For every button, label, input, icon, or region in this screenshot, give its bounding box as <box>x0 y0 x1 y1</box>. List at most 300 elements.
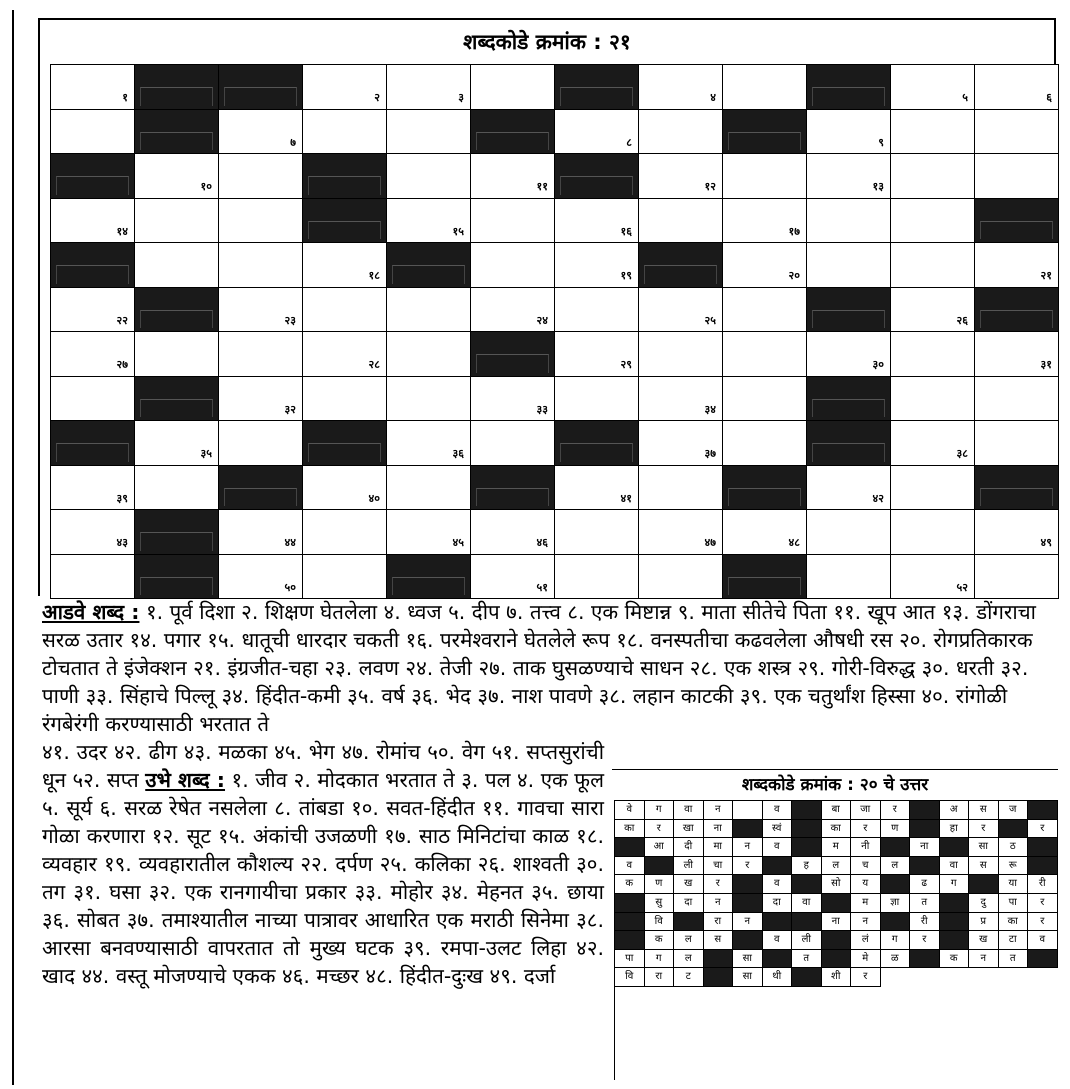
grid-cell[interactable] <box>387 377 471 422</box>
grid-cell[interactable] <box>975 421 1059 466</box>
answer-cell: व <box>763 838 793 857</box>
answer-cell: का <box>822 820 852 839</box>
answer-cell: बा <box>822 801 852 820</box>
answer-cell-black <box>645 857 675 876</box>
answer-cell: क <box>940 950 970 969</box>
clue-number: १ <box>122 91 128 104</box>
answer-cell: र <box>910 931 940 950</box>
grid-cell[interactable] <box>639 466 723 511</box>
grid-cell[interactable] <box>219 243 303 288</box>
answer-cell: नी <box>851 838 881 857</box>
answer-cell: र <box>704 875 734 894</box>
clue-number: ३६ <box>452 447 464 460</box>
grid-cell[interactable] <box>135 421 219 466</box>
answer-cell-black <box>733 875 763 894</box>
answer-cell-black <box>733 931 763 950</box>
grid-cell[interactable] <box>555 466 639 511</box>
grid-cell[interactable] <box>555 332 639 377</box>
answer-cell-black <box>822 950 852 969</box>
answer-cell: दा <box>674 894 704 913</box>
answer-cell-black <box>792 838 822 857</box>
grid-cell[interactable] <box>891 65 975 110</box>
answer-cell-black <box>910 820 940 839</box>
grid-cell[interactable] <box>975 332 1059 377</box>
grid-cell[interactable] <box>723 288 807 333</box>
grid-cell[interactable] <box>387 466 471 511</box>
answer-cell: सा <box>969 838 999 857</box>
grid-cell[interactable] <box>51 110 135 155</box>
answer-cell: पा <box>999 894 1029 913</box>
grid-cell-black <box>807 288 891 333</box>
answer-cell: ना <box>822 913 852 932</box>
grid-cell[interactable] <box>51 377 135 422</box>
grid-cell-black <box>807 65 891 110</box>
grid-cell[interactable] <box>891 154 975 199</box>
grid-cell[interactable] <box>555 377 639 422</box>
clue-number: २५ <box>704 313 716 327</box>
grid-cell[interactable] <box>639 377 723 422</box>
grid-cell[interactable] <box>387 510 471 555</box>
grid-cell[interactable] <box>891 288 975 333</box>
answer-cell-black <box>615 931 645 950</box>
grid-cell[interactable] <box>555 199 639 244</box>
answer-cell-black <box>910 801 940 820</box>
grid-cell-black <box>555 421 639 466</box>
grid-cell[interactable] <box>303 65 387 110</box>
answer-cell: न <box>704 801 734 820</box>
grid-cell[interactable] <box>807 110 891 155</box>
grid-cell-black <box>387 243 471 288</box>
down-heading: उभे शब्द : <box>145 768 226 792</box>
answer-cell: वे <box>615 801 645 820</box>
grid-cell[interactable] <box>219 288 303 333</box>
clue-number: ४७ <box>704 536 716 549</box>
grid-cell-black <box>303 421 387 466</box>
answer-cell: म <box>851 894 881 913</box>
grid-cell-black <box>135 65 219 110</box>
grid-cell-black <box>51 154 135 199</box>
answer-cell: री <box>1028 875 1058 894</box>
answer-cell: जा <box>851 801 881 820</box>
answer-cell: खा <box>674 820 704 839</box>
grid-cell-black <box>219 65 303 110</box>
answer-cell: ल <box>674 950 704 969</box>
grid-cell[interactable] <box>555 110 639 155</box>
answer-cell: व <box>1028 931 1058 950</box>
answer-cell-black <box>910 950 940 969</box>
grid-cell[interactable] <box>219 421 303 466</box>
grid-cell[interactable] <box>807 466 891 511</box>
answer-cell-black <box>1028 801 1058 820</box>
clue-number: ८ <box>626 135 632 149</box>
grid-cell-black <box>135 555 219 600</box>
clue-number: २१ <box>1040 269 1052 282</box>
grid-cell[interactable] <box>639 421 723 466</box>
clue-number: ५१ <box>536 580 548 594</box>
grid-cell[interactable] <box>555 288 639 333</box>
answer-cell: दा <box>763 894 793 913</box>
answer-cell: आ <box>645 838 675 857</box>
puzzle-title: शब्दकोडे क्रमांक : २१ <box>463 30 631 54</box>
clue-number: ४८ <box>788 536 800 549</box>
answer-cell: व <box>763 801 793 820</box>
grid-cell[interactable] <box>975 65 1059 110</box>
answer-cell: ढ <box>910 875 940 894</box>
answer-cell: र <box>1028 820 1058 839</box>
answer-cell-black <box>910 857 940 876</box>
grid-cell[interactable] <box>723 199 807 244</box>
grid-cell[interactable] <box>303 555 387 600</box>
answer-cell: या <box>999 875 1029 894</box>
answer-cell: ग <box>940 875 970 894</box>
clue-number: ३१ <box>1040 358 1052 371</box>
clue-number: १० <box>200 180 212 193</box>
grid-cell[interactable] <box>303 332 387 377</box>
grid-cell[interactable] <box>51 466 135 511</box>
answer-cell: थी <box>763 968 793 987</box>
answer-cell: टा <box>999 931 1029 950</box>
grid-cell[interactable] <box>387 65 471 110</box>
answer-cell: दी <box>674 838 704 857</box>
grid-cell-black <box>639 243 723 288</box>
answer-cell-black <box>940 913 970 932</box>
grid-cell[interactable] <box>471 154 555 199</box>
answer-cell-black <box>1028 838 1058 857</box>
answer-cell: ल <box>674 931 704 950</box>
grid-cell-black <box>723 555 807 600</box>
answer-cell: व <box>763 875 793 894</box>
answer-cell: दु <box>969 894 999 913</box>
clue-number: १४ <box>116 224 128 238</box>
grid-cell[interactable] <box>723 65 807 110</box>
grid-cell[interactable] <box>723 332 807 377</box>
grid-cell[interactable] <box>219 154 303 199</box>
answer-cell-black <box>763 950 793 969</box>
grid-cell[interactable] <box>219 332 303 377</box>
grid-cell[interactable] <box>471 377 555 422</box>
grid-cell[interactable] <box>807 510 891 555</box>
grid-cell[interactable] <box>723 154 807 199</box>
grid-cell[interactable] <box>723 377 807 422</box>
clue-number: ४२ <box>872 491 884 505</box>
clue-number: ७ <box>290 135 296 149</box>
answer-cell: र <box>881 801 911 820</box>
grid-cell[interactable] <box>51 199 135 244</box>
grid-cell[interactable] <box>639 110 723 155</box>
grid-cell-black <box>471 332 555 377</box>
answer-cell-black <box>940 894 970 913</box>
clue-number: ६ <box>1046 91 1052 104</box>
grid-cell[interactable] <box>639 65 723 110</box>
grid-cell[interactable] <box>471 555 555 600</box>
grid-cell[interactable] <box>303 377 387 422</box>
grid-cell[interactable] <box>555 555 639 600</box>
grid-cell[interactable] <box>891 199 975 244</box>
grid-cell[interactable] <box>807 199 891 244</box>
grid-cell[interactable] <box>471 199 555 244</box>
answer-cell: सो <box>822 875 852 894</box>
answer-cell: ग <box>645 950 675 969</box>
grid-cell[interactable] <box>891 110 975 155</box>
answer-cell: वि <box>615 968 645 987</box>
clue-number: ३४ <box>704 402 716 416</box>
grid-cell[interactable] <box>387 110 471 155</box>
grid-cell[interactable] <box>471 288 555 333</box>
answer-cell: र <box>1028 913 1058 932</box>
grid-cell[interactable] <box>471 243 555 288</box>
clue-number: २८ <box>368 358 380 371</box>
answer-cell: चा <box>704 857 734 876</box>
answer-cell: हा <box>940 820 970 839</box>
grid-cell-black <box>303 199 387 244</box>
clue-number: २९ <box>620 358 632 371</box>
answer-cell-black <box>615 913 645 932</box>
answer-cell: च <box>851 857 881 876</box>
answer-cell: ल <box>881 857 911 876</box>
clue-number: १५ <box>452 224 464 238</box>
answer-cell: न <box>969 950 999 969</box>
answer-cell-black <box>940 931 970 950</box>
clue-number: २२ <box>116 313 128 327</box>
answer-cell: सा <box>733 950 763 969</box>
answer-cell-black <box>792 820 822 839</box>
clue-number: १९ <box>620 269 632 282</box>
answer-cell: वा <box>792 894 822 913</box>
grid-cell[interactable] <box>639 288 723 333</box>
grid-cell-black <box>975 466 1059 511</box>
grid-cell-black <box>51 421 135 466</box>
grid-cell[interactable] <box>303 243 387 288</box>
clue-number: २३ <box>284 313 296 327</box>
across-clues-continued: ४१. उदर ४२. ढीग ४३. मळका ४५. भेग ४७. रोमांच ५०. वेग ५१. सप्तसुरांची धून ५२. सप्त <box>42 740 604 792</box>
clue-number: १३ <box>872 180 884 193</box>
answer-cell: वा <box>674 801 704 820</box>
grid-cell[interactable] <box>891 243 975 288</box>
answer-cell: ळ <box>881 950 911 969</box>
grid-cell-black <box>135 510 219 555</box>
answer-cell: र <box>969 820 999 839</box>
answer-cell: री <box>910 913 940 932</box>
grid-cell[interactable] <box>639 154 723 199</box>
grid-cell[interactable] <box>807 555 891 600</box>
answer-cell: ख <box>674 875 704 894</box>
grid-cell[interactable] <box>303 510 387 555</box>
answer-cell-black <box>733 820 763 839</box>
answer-cell-black <box>881 875 911 894</box>
answer-cell: ट <box>674 968 704 987</box>
down-clues-text: १. जीव २. मोदकात भरतात ते ३. पल ४. एक फूल ५. सूर्य ६. सरळ रेषेत नसलेला ८. तांबडा १०. सवत-हिंदीत ११. गावचा सारा गोळा करणारा १२. सूट १५. अंकांची उजळणी १७. साठ मिनिटांचा काळ १८. व्यवहार १९. व्यवहारातील कौशल्य २२. दर्पण २५. कलिका २६. शाश्वती ३०. तग ३१. घसा ३२. एक रानगायीचा प्रकार ३३. मोहोर ३४. मेहनत ३५. छाया ३६. सोबत ३७. तमाश्यातील नाच्या पात्रावर आधारित एक मराठी सिनेमा ३८. आरसा बनवण्यासाठी वापरतात तो मुख्य घटक ३९. रमपा-उलट लिहा ४२. खाद ४४. वस्तू मोजण्याचे एकक ४६. मच्छर ४८. हिंदीत-दुःख ४९. दर्जा <box>42 768 604 988</box>
answer-cell: ज <box>999 801 1029 820</box>
clue-number: २४ <box>536 313 548 327</box>
grid-cell[interactable] <box>471 510 555 555</box>
answer-cell-black <box>763 857 793 876</box>
clue-number: ५ <box>962 91 968 104</box>
grid-cell-black <box>471 110 555 155</box>
across-clues-text: १. पूर्व दिशा २. शिक्षण घेतलेला ४. ध्वज ५. दीप ७. तत्त्व ८. एक मिष्टान्न ९. माता सीतेचे पिता ११. खूप आत १३. डोंगराचा सरळ उतार १४. पगार १५. धातूची धारदार चकती १६. परमेश्वराने घेतलेले रूप १८. वनस्पतीचा कढवलेला औषधी रस २०. रोगप्रतिकारक टोचतात ते इंजेक्शन २१. इंग्रजीत-चहा २३. लवण २४. तेजी २७. ताक घुसळण्याचे साधन २८. एक शस्त्र २९. गोरी-विरुद्ध ३०. धरती ३२. पाणी ३३. सिंहाचे पिल्लू ३४. हिंदीत-कमी ३५. वर्ष ३६. भेद ३७. नाश पावणे ३८. लहान काटकी ३९. एक चतुर्थांश हिस्सा ४०. रांगोळी रंगबेरंगी करण्यासाठी भरतात ते <box>42 600 1036 736</box>
grid-cell[interactable] <box>219 555 303 600</box>
grid-cell[interactable] <box>51 510 135 555</box>
grid-cell[interactable] <box>387 288 471 333</box>
grid-cell-black <box>219 466 303 511</box>
answer-cell: न <box>733 913 763 932</box>
clue-number: ९ <box>878 135 884 149</box>
grid-cell-black <box>807 421 891 466</box>
answer-cell: स <box>704 931 734 950</box>
grid-cell[interactable] <box>387 199 471 244</box>
crossword-grid <box>50 64 1059 599</box>
grid-cell[interactable] <box>135 154 219 199</box>
grid-cell[interactable] <box>555 510 639 555</box>
grid-cell[interactable] <box>555 243 639 288</box>
across-heading: आडवे शब्द : <box>42 600 140 624</box>
grid-cell[interactable] <box>891 510 975 555</box>
grid-cell[interactable] <box>387 421 471 466</box>
clue-number: ५२ <box>956 580 968 594</box>
answer-cell: र <box>851 820 881 839</box>
grid-cell[interactable] <box>975 154 1059 199</box>
answer-cell-black <box>674 913 704 932</box>
grid-cell[interactable] <box>135 466 219 511</box>
answer-cell: का <box>999 913 1029 932</box>
clue-number: १२ <box>704 180 716 193</box>
clue-number: ३० <box>872 358 884 371</box>
answer-cell: ग <box>881 931 911 950</box>
grid-cell[interactable] <box>807 332 891 377</box>
grid-cell[interactable] <box>723 421 807 466</box>
grid-cell[interactable] <box>807 243 891 288</box>
answer-cell: अ <box>940 801 970 820</box>
grid-cell[interactable] <box>975 110 1059 155</box>
answer-cell: ण <box>645 875 675 894</box>
answer-cell: त <box>792 950 822 969</box>
grid-cell-black <box>303 154 387 199</box>
answer-cell-black <box>969 875 999 894</box>
clue-number: १७ <box>788 224 800 238</box>
answer-cell: न <box>704 894 734 913</box>
grid-cell[interactable] <box>135 199 219 244</box>
answer-cell: व <box>763 931 793 950</box>
answer-cell: लं <box>851 931 881 950</box>
answer-cell: ण <box>881 820 911 839</box>
grid-cell[interactable] <box>975 555 1059 600</box>
clue-number: ४४ <box>284 536 296 549</box>
grid-cell[interactable] <box>639 510 723 555</box>
grid-cell[interactable] <box>891 466 975 511</box>
answer-cell: त <box>999 950 1029 969</box>
grid-cell[interactable] <box>975 377 1059 422</box>
grid-cell[interactable] <box>975 243 1059 288</box>
answer-cell: सा <box>733 968 763 987</box>
answer-cell: क <box>615 875 645 894</box>
grid-cell[interactable] <box>891 332 975 377</box>
clue-number: ३२ <box>284 402 296 416</box>
grid-cell[interactable] <box>219 199 303 244</box>
answer-cell: वा <box>940 857 970 876</box>
answer-cell: शी <box>822 968 852 987</box>
grid-cell[interactable] <box>723 243 807 288</box>
grid-cell-black <box>807 377 891 422</box>
clue-number: १८ <box>368 269 380 282</box>
answer-cell: पा <box>615 950 645 969</box>
clue-number: ४१ <box>620 491 632 505</box>
answer-cell: ज्ञा <box>881 894 911 913</box>
answer-cell <box>733 801 763 820</box>
grid-cell[interactable] <box>303 466 387 511</box>
grid-cell[interactable] <box>303 288 387 333</box>
answer-cell-black <box>792 913 822 932</box>
answer-cell-black <box>792 875 822 894</box>
grid-cell[interactable] <box>51 555 135 600</box>
grid-cell[interactable] <box>303 110 387 155</box>
clue-number: ३९ <box>116 491 128 505</box>
grid-cell[interactable] <box>807 154 891 199</box>
clue-number: ४९ <box>1040 536 1052 549</box>
grid-cell[interactable] <box>51 65 135 110</box>
grid-cell[interactable] <box>639 332 723 377</box>
clue-number: ४३ <box>116 536 128 549</box>
grid-cell[interactable] <box>51 288 135 333</box>
answer-cell: स <box>969 801 999 820</box>
answer-cell: व <box>615 857 645 876</box>
answer-cell-black <box>881 838 911 857</box>
answer-cell-black <box>704 968 734 987</box>
grid-cell[interactable] <box>135 332 219 377</box>
clue-number: ४ <box>710 91 716 104</box>
grid-cell[interactable] <box>471 65 555 110</box>
answer-cell: न <box>733 838 763 857</box>
answer-cell: ल <box>822 857 852 876</box>
answer-cell: न <box>851 913 881 932</box>
grid-cell-black <box>387 555 471 600</box>
grid-cell[interactable] <box>387 332 471 377</box>
grid-cell-black <box>723 110 807 155</box>
answer-cell-black <box>615 838 645 857</box>
grid-cell[interactable] <box>219 510 303 555</box>
grid-cell[interactable] <box>219 377 303 422</box>
clue-number: ३५ <box>200 447 212 460</box>
grid-cell[interactable] <box>723 510 807 555</box>
answer-cell-black <box>822 894 852 913</box>
answer-cell: ली <box>674 857 704 876</box>
answer-cell: वि <box>645 913 675 932</box>
answer-cell-black <box>704 950 734 969</box>
grid-cell-black <box>975 288 1059 333</box>
answer-cell-black <box>999 820 1029 839</box>
grid-cell[interactable] <box>471 421 555 466</box>
grid-cell[interactable] <box>51 332 135 377</box>
clue-number: २६ <box>956 313 968 327</box>
answer-cell: र <box>1028 894 1058 913</box>
grid-cell-black <box>555 154 639 199</box>
grid-cell[interactable] <box>975 510 1059 555</box>
page-left-rule <box>12 10 14 1085</box>
clue-number: ३३ <box>536 402 548 416</box>
clues-bottom-left <box>42 738 604 990</box>
clue-number: २० <box>788 269 800 282</box>
grid-cell[interactable] <box>891 421 975 466</box>
grid-cell[interactable] <box>639 199 723 244</box>
answer-cell-black <box>1028 857 1058 876</box>
grid-cell[interactable] <box>219 110 303 155</box>
grid-cell[interactable] <box>135 243 219 288</box>
clue-number: ५० <box>284 580 296 594</box>
grid-cell[interactable] <box>891 555 975 600</box>
grid-cell[interactable] <box>387 154 471 199</box>
answer-cell-black <box>733 894 763 913</box>
grid-cell[interactable] <box>891 377 975 422</box>
clue-number: १६ <box>620 224 632 238</box>
grid-cell[interactable] <box>639 555 723 600</box>
